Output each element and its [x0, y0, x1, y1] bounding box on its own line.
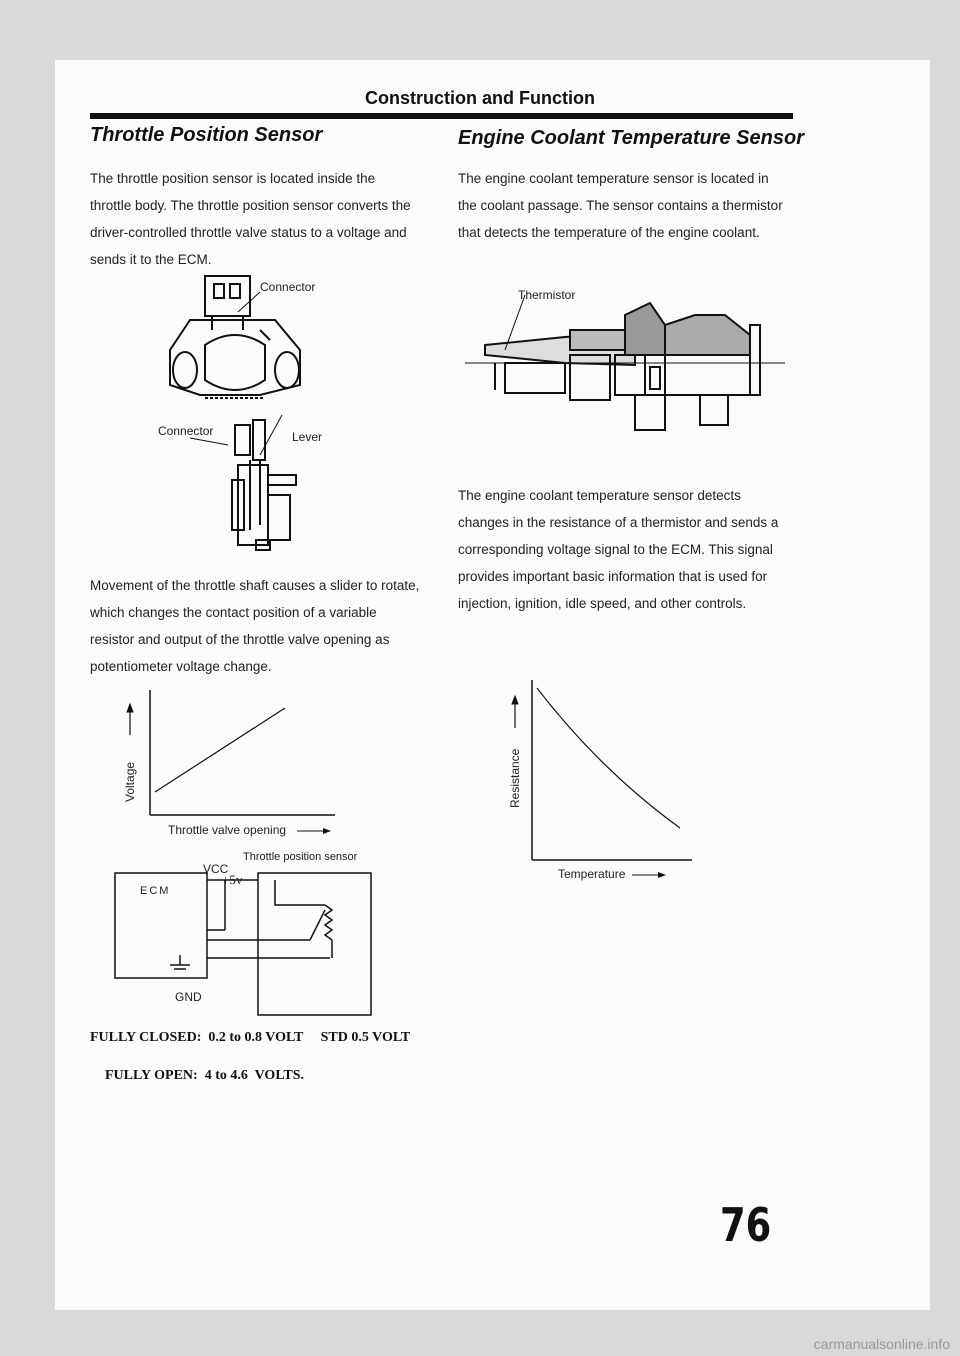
resistance-graph-curve — [537, 688, 680, 828]
plus5v-label: +5v — [222, 872, 243, 887]
connector-top-label: Connector — [260, 280, 316, 294]
lever-label: Lever — [292, 430, 323, 444]
resistance-graph-ylabel: Resistance — [508, 748, 522, 808]
right-arrow-icon — [295, 825, 335, 837]
resistance-arrow-icon — [512, 696, 518, 704]
ect-paragraph-1: The engine coolant temperature sensor is located in the coolant passage. The sensor contains a thermistor that detects the temperature of the engine coolant. — [458, 171, 783, 240]
tps-circuit-diagram — [110, 860, 380, 1020]
connector-side-label: Connector — [158, 424, 214, 438]
vcc-label: VCC — [203, 862, 229, 876]
ect-title: Engine Coolant Temperature Sensor — [458, 127, 804, 149]
ecm-label: ECM — [140, 885, 171, 897]
ect-paragraph-2: The engine coolant temperature sensor detects changes in the resistance of a thermistor and sends a corresponding voltage signal to the ECM. This signal provides important basic information that is used for injection, ignition, idle speed, and other controls. — [458, 488, 779, 611]
voltage-arrow-icon — [127, 704, 133, 712]
voltage-graph-ylabel: Voltage — [123, 761, 137, 802]
spec-fully-open: FULLY OPEN: 4 to 4.6 VOLTS. — [105, 1068, 305, 1083]
site-watermark[interactable]: carmanualsonline.info — [813, 1336, 950, 1352]
voltage-graph-line — [155, 708, 285, 792]
ect-sensor-illustration — [465, 295, 795, 445]
spec-fully-closed: FULLY CLOSED: 0.2 to 0.8 VOLT STD 0.5 VOLT — [90, 1030, 411, 1045]
header-rule — [90, 113, 793, 119]
page-number: 76 — [720, 1198, 772, 1252]
tps-paragraph-1: The throttle position sensor is located inside the throttle body. The throttle position sensor converts the driver-controlled throttle valve status to a voltage and sends it to the ECM. — [90, 171, 411, 267]
tps-paragraph-2: Movement of the throttle shaft causes a slider to rotate, which changes the contact position of a variable resistor and output of the throttle valve opening as potentiometer voltage change. — [90, 578, 420, 674]
tps-circuit-label: Throttle position sensor — [243, 851, 358, 863]
tps-title: Throttle Position Sensor — [90, 124, 323, 146]
thermistor-label: Thermistor — [518, 288, 576, 302]
tps-sensor-illustration — [160, 270, 360, 560]
resistance-graph-xlabel: Temperature — [558, 867, 626, 881]
right-arrow-icon — [630, 869, 670, 881]
page-header: Construction and Function — [365, 88, 595, 108]
voltage-graph — [110, 690, 350, 830]
gnd-label: GND — [175, 990, 202, 1004]
voltage-graph-xlabel: Throttle valve opening — [168, 823, 287, 837]
resistance-graph — [500, 680, 720, 870]
